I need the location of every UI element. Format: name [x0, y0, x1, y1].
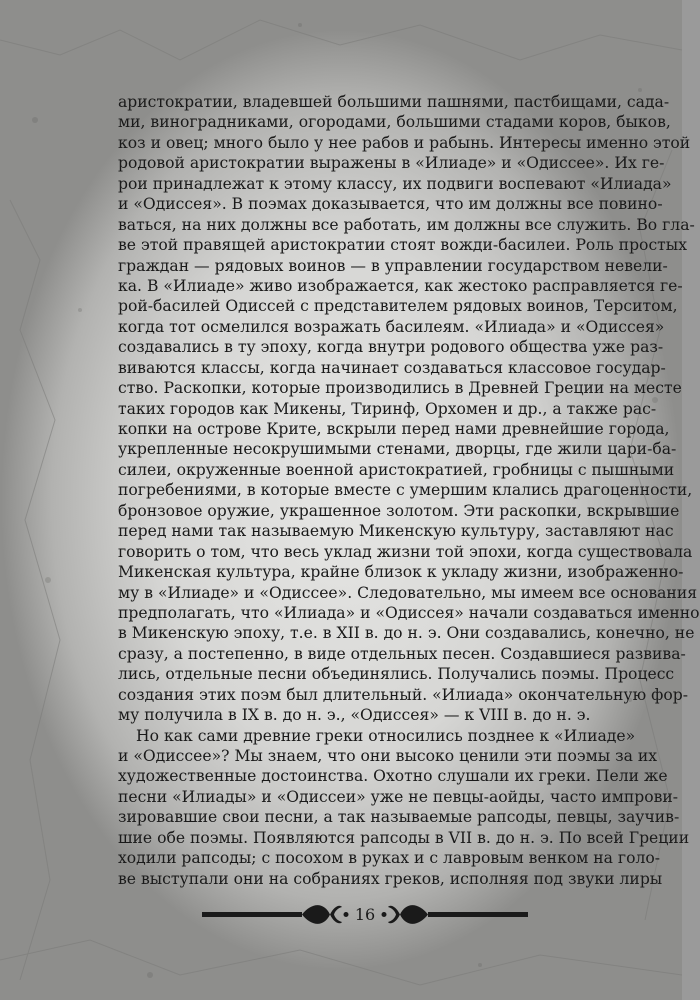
page-number: 16 — [354, 905, 376, 924]
text-line: сразу, а постепенно, в виде отдельных песен. Создавшиеся развива- — [118, 644, 686, 663]
text-line: рой-басилей Одиссей с представителем рядовых воинов, Терситом, — [118, 297, 678, 316]
text-line: ходили рапсоды; с посохом в руках и с лавровым венком на голо- — [118, 849, 661, 868]
text-line: зировавшие свои песни, а так называемые рапсоды, певцы, заучив- — [118, 808, 680, 827]
text-line: граждан — рядовых воинов — в управлении государством невели- — [118, 256, 668, 275]
text-line: силеи, окруженные военной аристократией, гробницы с пышными — [118, 460, 675, 479]
text-line: родовой аристократии выражены в «Илиаде» и «Одиссее». Их ге- — [118, 154, 665, 173]
text-line: ми, виноградниками, огородами, большими стадами коров, быков, — [118, 113, 671, 132]
text-line: и «Одиссея». В поэмах доказывается, что им должны все повино- — [118, 195, 663, 214]
text-line: предполагать, что «Илиада» и «Одиссея» начали создаваться именно — [118, 603, 700, 622]
text-line: перед нами так называемую Микенскую культуру, заставляют нас — [118, 522, 674, 541]
text-line: копки на острове Крите, вскрыли перед нами древнейшие города, — [118, 420, 670, 438]
text-line: ве этой правящей аристократии стоят вожди-басилеи. Роль простых — [118, 236, 688, 255]
text-line: создавались в ту эпоху, когда внутри родового общества уже раз- — [118, 338, 664, 357]
text-line: му в «Илиаде» и «Одиссее». Следовательно, мы имеем все основания — [118, 583, 698, 602]
text-line: укрепленные несокрушимыми стенами, дворцы, где жили цари-ба- — [118, 440, 677, 459]
text-line: ство. Раскопки, которые производились в Древней Греции на месте — [118, 379, 682, 398]
text-line: рои принадлежат к этому классу, их подвиги воспевают «Илиада» — [118, 174, 672, 193]
text-line: говорить о том, что весь уклад жизни той эпохи, когда существовала — [118, 542, 693, 561]
text-line: таких городов как Микены, Тиринф, Орхомен и др., а также рас- — [118, 399, 657, 418]
text-line: бронзовое оружие, украшенное золотом. Эти раскопки, вскрывшие — [118, 501, 680, 520]
text-line: погребениями, в которые вместе с умершим клались драгоценности, — [118, 481, 693, 500]
text-line: художественные достоинства. Охотно слушали их греки. Пели же — [118, 767, 668, 786]
text-line: ве выступали они на собраниях греков, исполняя под звуки лиры — [118, 869, 663, 888]
text-line: шие обе поэмы. Появляются рапсоды в VII в. до н. э. По всей Греции — [118, 828, 690, 847]
text-line: и «Одиссее»? Мы знаем, что они высоко ценили эти поэмы за их — [118, 747, 658, 765]
text-line: аристократии, владевшей большими пашнями, пастбищами, сада- — [118, 93, 670, 111]
text-line: Но как сами древние греки относились позднее к «Илиаде» — [136, 726, 636, 745]
body-text — [118, 92, 700, 889]
text-line: песни «Илиады» и «Одиссеи» уже не певцы-аойды, часто импрови- — [118, 787, 679, 806]
text-line: ка. В «Илиаде» живо изображается, как жестоко расправляется ге- — [118, 276, 683, 295]
text-line: Микенская культура, крайне близок к укладу жизни, изображенно- — [118, 563, 684, 582]
text-line: создания этих поэм был длительный. «Илиада» окончательную фор- — [118, 685, 688, 704]
page-footer — [200, 898, 530, 932]
text-line: му получила в IX в. до н. э., «Одиссея» — к VIII в. до н. э. — [118, 706, 591, 725]
text-line: в Микенскую эпоху, т.е. в XII в. до н. э. Они создавались, конечно, не — [118, 624, 695, 643]
text-line: ваться, на них должны все работать, им должны все служить. Во гла- — [118, 215, 695, 234]
text-line: виваются классы, когда начинает создаваться классовое государ- — [118, 358, 666, 377]
text-line: когда тот осмелился возражать басилеям. «Илиада» и «Одиссея» — [118, 317, 665, 336]
text-line: коз и овец; много было у нее рабов и рабынь. Интересы именно этой — [118, 133, 691, 152]
text-line: лись, отдельные песни объединялись. Получались поэмы. Процесс — [118, 665, 675, 684]
